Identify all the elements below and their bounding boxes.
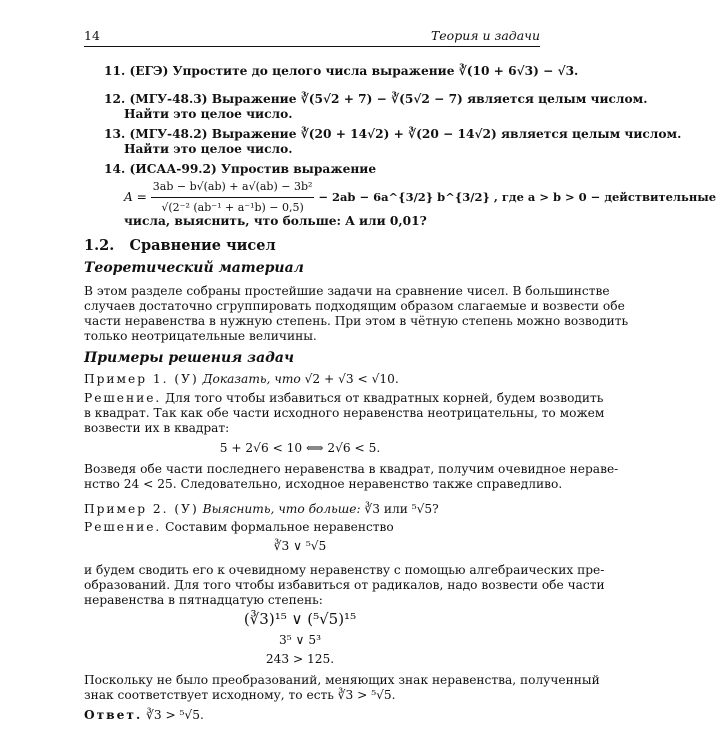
problem-13-tail: является целым числом. [500, 127, 682, 141]
example-2-formula-row-1: (∛3)¹⁵ ∨ (⁵√5)¹⁵ [243, 610, 357, 628]
problem-13-expr: ∛(20 + 14√2) + ∛(20 − 14√2) [300, 127, 497, 141]
example-1-task: Доказать, что [202, 372, 301, 386]
example-1-formula: 5 + 2√6 < 10 ⟺ 2√6 < 5. [219, 441, 381, 455]
formula-a-eq: A = [124, 190, 147, 204]
problem-13-line1 [104, 127, 681, 142]
problem-12-line1 [104, 92, 647, 107]
problem-12-line2: Найти это целое число. [124, 107, 293, 121]
section-heading [84, 238, 276, 253]
example-2-formula-row-2: 3⁵ ∨ 5³ [279, 633, 321, 647]
example-2-conclusion-line-1: Поскольку не было преобразований, меняющих знак неравенства, полученный [84, 673, 600, 687]
solution-label: Решение. [84, 391, 162, 405]
running-title: Теория и задачи [430, 28, 540, 43]
problem-12-text: 12. (МГУ-48.3) Выражение [104, 92, 297, 106]
example-1-after-line-2: нство 24 < 25. Следовательно, исходное неравенство также справедливо. [84, 477, 563, 491]
solution-text-2: Составим формальное неравенство [165, 520, 394, 534]
example-2-line-3: неравенства в пятнадцатую степень: [84, 593, 323, 607]
example-2-task: Выяснить, что больше: [202, 502, 361, 516]
fraction-denominator: √(2⁻² (ab⁻¹ + a⁻¹b) − 0,5) [161, 201, 304, 214]
problem-13-line2: Найти это целое число. [124, 142, 293, 156]
example-2-expr: ∛3 или ⁵√5? [364, 502, 439, 516]
theory-line-2: случаев достаточно сгруппировать подходящим образом слагаемые и возвести обе [84, 299, 625, 313]
example-2-label: Пример 2. (У) [84, 502, 199, 516]
example-2-formula-1: ∛3 ∨ ⁵√5 [273, 539, 327, 553]
example-2-conclusion-line-2: знак соответствует исходному, то есть ∛3 > ⁵√5. [84, 688, 396, 702]
example-2-answer [84, 708, 204, 723]
example-1-solution-line-1 [84, 391, 603, 406]
page-number: 14 [84, 28, 100, 43]
problem-14-line3: числа, выяснить, что больше: A или 0,01? [124, 214, 427, 228]
example-2-formula-row-3: 243 > 125. [265, 652, 335, 666]
solution-label-2: Решение. [84, 520, 162, 534]
answer-value: ∛3 > ⁵√5. [146, 708, 204, 722]
problem-14-line1: 14. (ИСАА-99.2) Упростив выражение [104, 162, 377, 176]
example-1-title [84, 372, 399, 387]
example-1-solution-line-3: возвести их в квадрат: [84, 421, 230, 435]
answer-label: Ответ. [84, 708, 143, 722]
example-1-expr: √2 + √3 < √10. [304, 372, 399, 386]
formula-fraction [151, 177, 315, 218]
problem-11-expr: ∛(10 + 6√3) − √3. [458, 64, 579, 78]
fraction-numerator: 3ab − b√(ab) + a√(ab) − 3b² [151, 177, 315, 198]
page-header [84, 26, 540, 47]
problem-12-expr: ∛(5√2 + 7) − ∛(5√2 − 7) [300, 92, 463, 106]
theory-heading: Теоретический материал [84, 260, 304, 276]
formula-rest: − 2ab − 6a^{3/2} b^{3/2} , где a > b > 0 − действительные [318, 190, 716, 204]
problem-14-formula [124, 177, 716, 218]
example-2-line-1: и будем сводить его к очевидному неравенству с помощью алгебраических пре- [84, 563, 605, 577]
theory-line-4: только неотрицательные величины. [84, 329, 317, 343]
theory-line-3: части неравенства в нужную степень. При этом в чётную степень можно возводить [84, 314, 629, 328]
example-1-label: Пример 1. (У) [84, 372, 199, 386]
example-1-solution-line-2: в квадрат. Так как обе части исходного неравенства неотрицательны, то можем [84, 406, 605, 420]
example-2-line-2: образований. Для того чтобы избавиться от радикалов, надо возвести обе части [84, 578, 605, 592]
example-2-title [84, 502, 439, 517]
example-2-solution-line [84, 520, 394, 535]
problem-13-text: 13. (МГУ-48.2) Выражение [104, 127, 297, 141]
section-number: 1.2. [84, 237, 115, 254]
problem-12-tail: является целым числом. [467, 92, 648, 106]
solution-text: Для того чтобы избавиться от квадратных корней, будем возводить [165, 391, 604, 405]
section-title: Сравнение чисел [129, 237, 276, 254]
example-1-after-line-1: Возведя обе части последнего неравенства в квадрат, получим очевидное нераве- [84, 462, 619, 476]
problem-11-text: 11. (ЕГЭ) Упростите до целого числа выражение [104, 64, 455, 78]
examples-heading: Примеры решения задач [84, 350, 294, 366]
theory-line-1: В этом разделе собраны простейшие задачи на сравнение чисел. В большинстве [84, 284, 610, 298]
problem-11 [104, 64, 578, 79]
